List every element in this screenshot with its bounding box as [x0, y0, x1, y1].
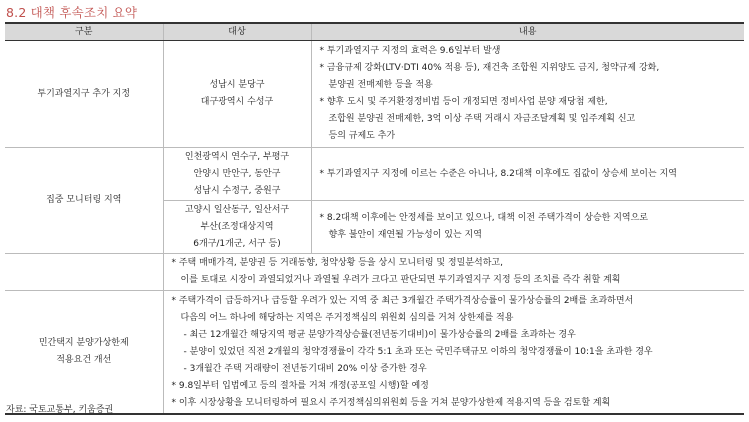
- target-line: 부산(조정대상지역: [200, 221, 274, 232]
- table-row: [5, 41, 744, 148]
- content-line: * 금융규제 강화(LTV·DTI 40% 적용 등), 재건축 조합원 지위양도 금지, 청약규제 강화,: [319, 63, 660, 73]
- content-designation: [311, 41, 744, 148]
- content-line: * 8.2대책 이후에는 안정세를 보이고 있으나, 대책 이전 주택가격이 상승한 지역으로: [319, 213, 648, 223]
- table-header-row: [5, 23, 744, 41]
- category-monitoring: 집중 모니터링 지역: [5, 148, 163, 254]
- content-line: * 투기과열지구 지정에 이르는 수준은 아니나, 8.2대책 이후에도 집값이 상승세 보이는 지역: [319, 168, 677, 179]
- content-monitoring-2: [311, 201, 744, 254]
- target-monitoring-2: [163, 201, 311, 254]
- content-line: 등의 규제도 추가: [328, 131, 396, 141]
- content-price-cap: [163, 291, 744, 415]
- summary-table: [5, 22, 744, 415]
- table-row: [5, 291, 744, 415]
- monitoring-note: [163, 254, 744, 291]
- header-content: 내용: [311, 23, 744, 41]
- target-line: 대구광역시 수성구: [200, 97, 274, 107]
- content-line: * 9.8일부터 입법예고 등의 절차를 거쳐 개정(공포일 시행)할 예정: [171, 380, 429, 391]
- target-line: 성남시 분당구: [209, 80, 265, 90]
- content-line: - 분양이 있었던 직전 2개월의 청약경쟁률이 각각 5:1 초과 또는 국민주택규모 이하의 청약경쟁률이 10:1을 초과한 경우: [183, 346, 653, 357]
- target-line: 성남시 수정구, 중원구: [193, 185, 281, 196]
- target-line: 안양시 만안구, 동안구: [193, 168, 281, 179]
- content-line: - 최근 12개월간 해당지역 평균 분양가격상승률(전년동기대비)이 물가상승률의 2배를 초과하는 경우: [183, 329, 576, 340]
- content-line: 다음의 어느 하나에 해당하는 지역은 주거정책심의 위원회 심의를 거쳐 상한제를 적용: [180, 312, 514, 323]
- category-price-cap: [5, 291, 163, 415]
- content-line: * 투기과열지구 지정의 효력은 9.6일부터 발생: [319, 46, 501, 56]
- note-line: 이를 토대로 시장이 과열되었거나 과열될 우려가 크다고 판단되면 투기과열지구 지정 등의 조치를 즉각 취할 계획: [180, 275, 621, 285]
- table-row: [5, 254, 744, 291]
- content-line: 향후 불안이 재연될 가능성이 있는 지역: [328, 230, 482, 240]
- note-line: * 주택 매매가격, 분양권 등 거래동향, 청약상황 등을 상시 모니터링 및 정밀분석하고,: [171, 258, 503, 268]
- header-category: 구분: [5, 23, 163, 41]
- category-designation: 투기과열지구 추가 지정: [5, 41, 163, 148]
- content-line: 조합원 분양권 전매제한, 3억 이상 주택 거래시 자금조달계획 및 입주계획 신고: [328, 114, 636, 124]
- target-line: 인천광역시 연수구, 부평구: [184, 151, 290, 162]
- category-line: 민간택지 분양가상한제: [38, 338, 129, 348]
- header-target: 대상: [163, 23, 311, 41]
- content-line: - 3개월간 주택 거래량이 전년동기대비 20% 이상 증가한 경우: [183, 363, 427, 374]
- content-line: * 이후 시장상황을 모니터링하여 필요시 주거정책심의위원회 등을 거쳐 분양가상한제 적용지역 등을 검토할 계획: [171, 397, 611, 408]
- empty-category-cell: [5, 254, 163, 291]
- content-line: * 향후 도시 및 주거환경정비법 등이 개정되면 정비사업 분양 재당첨 제한,: [319, 97, 608, 107]
- table-row: [5, 148, 744, 201]
- content-monitoring-1: [311, 148, 744, 201]
- content-line: * 주택가격이 급등하거나 급등할 우려가 있는 지역 중 최근 3개월간 주택가격상승률이 물가상승률의 2배를 초과하면서: [171, 295, 634, 306]
- category-line: 적용요건 개선: [56, 355, 112, 365]
- target-line: 6개구/1개군, 서구 등): [193, 238, 281, 249]
- target-designation: [163, 41, 311, 148]
- content-line: 분양권 전매제한 등을 적용: [328, 80, 433, 90]
- target-line: 고양시 일산동구, 일산서구: [184, 204, 290, 215]
- source-note: 자료: 국토교통부, 키움증권: [6, 405, 114, 415]
- section-title: 8.2 대책 후속조치 요약: [6, 5, 138, 20]
- target-monitoring-1: [163, 148, 311, 201]
